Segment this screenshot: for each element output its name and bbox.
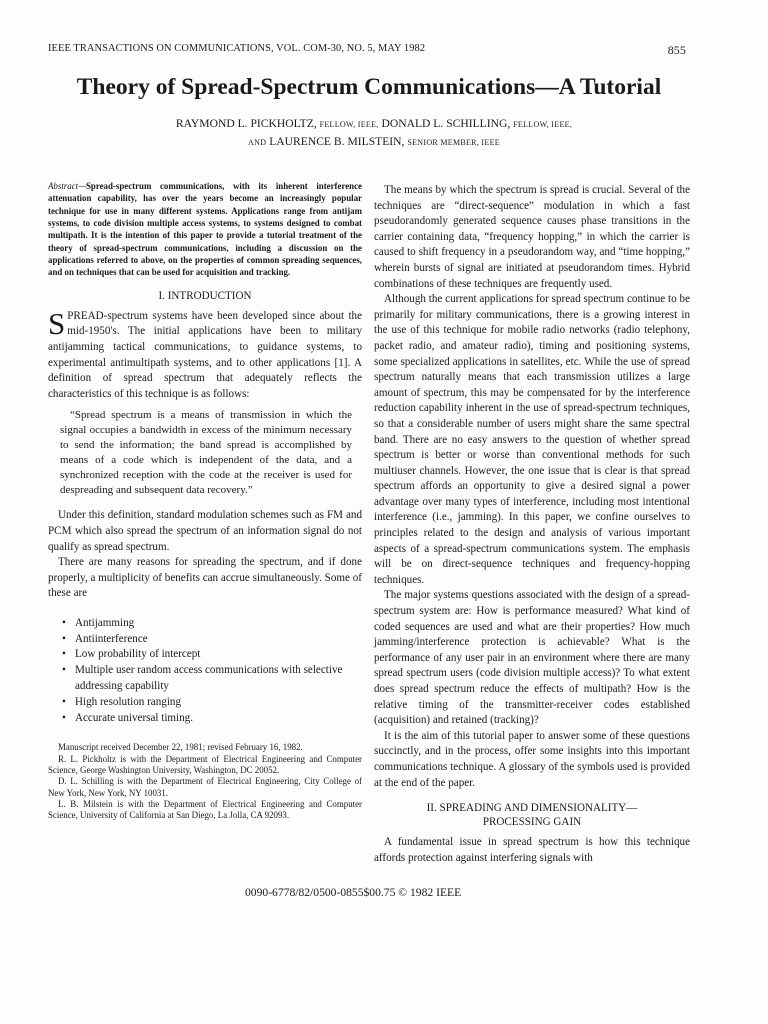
list-item: • Multiple user random access communications with selective addressing capability <box>64 663 362 695</box>
list-item: • Accurate universal timing. <box>64 711 362 727</box>
author-grade: FELLOW, IEEE, <box>319 120 379 129</box>
running-header <box>48 43 686 58</box>
copyright-line: 0090-6778/82/0500-0855$00.75 © 1982 IEEE <box>245 886 462 899</box>
footnote-manuscript: Manuscript received December 22, 1981; revised February 16, 1982. <box>58 742 303 753</box>
intro-paragraph-2: Under this definition, standard modulation schemes such as FM and PCM which also spread the spectrum of an information signal do not qualify as spread spectrum. <box>48 509 362 553</box>
footnotes <box>48 742 362 821</box>
section-heading-line: PROCESSING GAIN <box>482 816 582 829</box>
intro-paragraph-1-text: PREAD-spectrum systems have been developed since about the mid-1950's. The initial applications have been to military antijamming tactical communications, to guidance systems, to experimental antimultipath systems, and to other applications [1]. A definition of spread spectrum that adequately reflects the characteristics of this technique is as follows: <box>48 309 362 400</box>
author-line-2 <box>60 133 688 151</box>
abstract-text: Spread-spectrum communications, with its inherent interference attenuation capability, has over the years become an increasingly popular technique for use in many different systems. Applications range from antijam systems, to code division multiple access systems, to systems designed to combat multipath. It is the intention of this paper to provide a tutorial treatment of the theory of spread-spectrum communications, including a discussion on the applications referred to above, on the properties of common spreading sequences, and on techniques that can be used for acquisition and tracking. <box>48 181 362 278</box>
intro-paragraph-3: There are many reasons for spreading the spectrum, and if done properly, a multiplicity of benefits can accrue simultaneously. Some of these are <box>48 556 362 600</box>
section-heading-introduction: I. INTRODUCTION <box>158 289 252 302</box>
body-paragraph: It is the aim of this tutorial paper to answer some of these questions succinctly, and in the process, offer some insights into this important communications technique. A glossary of the symbols used is provided at the end of the paper. <box>374 729 690 789</box>
footnote-affiliation: D. L. Schilling is with the Department of Electrical Engineering, City College of New York, New York, NY 10031. <box>48 776 362 798</box>
author-grade: FELLOW, IEEE, <box>513 120 573 129</box>
journal-citation: IEEE TRANSACTIONS ON COMMUNICATIONS, VOL. COM-30, NO. 5, MAY 1982 <box>48 43 426 54</box>
definition-quote: “Spread spectrum is a means of transmission in which the signal occupies a bandwidth in excess of the minimum necessary to send the information; the band spread is accomplished by means of a code which is independent of the data, and a synchronized reception with the code at the receiver is used for despreading and subsequent data recovery.” <box>60 409 352 497</box>
body-paragraph: A fundamental issue in spread spectrum is how this technique affords protection against interfering signals with <box>374 836 690 864</box>
author-block <box>60 115 688 151</box>
paper-title: Theory of Spread-Spectrum Communications—A Tutorial <box>76 74 662 100</box>
abstract <box>48 180 362 279</box>
author-line-1 <box>60 115 688 133</box>
page-number: 855 <box>667 43 686 57</box>
author-name: LAURENCE B. MILSTEIN, <box>269 135 405 148</box>
benefits-list <box>48 616 362 727</box>
list-item: • High resolution ranging <box>64 695 362 711</box>
section-heading-line: II. SPREADING AND DIMENSIONALITY— <box>426 802 638 815</box>
drop-cap: S <box>48 305 66 341</box>
section-heading-spreading <box>374 801 690 829</box>
author-name: RAYMOND L. PICKHOLTZ, <box>175 117 317 130</box>
footnote-affiliation: L. B. Milstein is with the Department of Electrical Engineering and Computer Science, University of California at San Diego, La Jolla, CA 92093. <box>48 798 362 821</box>
list-item: • Antiinterference <box>64 632 362 648</box>
left-column <box>48 180 362 822</box>
author-name: DONALD L. SCHILLING, <box>381 117 511 130</box>
right-column <box>374 183 690 866</box>
list-item: • Antijamming <box>64 616 362 632</box>
body-paragraph: Although the current applications for spread spectrum continue to be primarily for military communications, there is a growing interest in the use of this technique for mobile radio networks (radio telephony, packet radio, and amateur radio), timing and positioning systems, some specialized applications in satellites, etc. While the use of spread spectrum naturally means that each transmission utilizes a large amount of spectrum, this may be compensated for by the interference reduction capability inherent in the use of spread-spectrum techniques, so that a considerable number of users might share the same spectral band. There are no easy answers to the question of whether spread spectrum is better or worse than conventional methods for such multiuser channels. However, the one issue that is clear is that spread spectrum affords an opportunity to give a desired signal a power advantage over many types of interference, including most intentional interference (i.e., jamming). In this paper, we confine ourselves to principles related to the design and analysis of various important aspects of a spread-spectrum communications system. The emphasis will be on direct-sequence techniques and frequency-hopping techniques. <box>374 293 690 586</box>
footnote-affiliation: R. L. Pickholtz is with the Department of Electrical Engineering and Computer Science, George Washington University, Washington, DC 20052. <box>48 753 362 776</box>
body-paragraph: The means by which the spectrum is spread is crucial. Several of the techniques are “direct-sequence” modulation in which a fast pseudorandomly generated sequence causes phase transitions in the carrier containing data, “frequency hopping,” in which the carrier is caused to shift frequency in a pseudorandom way, and “time hopping,” wherein bursts of signal are initiated at pseudorandom times. Hybrid combinations of these techniques are frequently used. <box>374 184 690 290</box>
author-conjunction: AND <box>248 138 267 147</box>
abstract-label: Abstract— <box>48 181 86 191</box>
list-item: • Low probability of intercept <box>64 647 362 663</box>
author-grade: SENIOR MEMBER, IEEE <box>407 138 500 147</box>
body-paragraph: The major systems questions associated with the design of a spread-spectrum system are: How is performance measured? What kind of coded sequences are used and what are their properties? How much jamming/interference protection is achievable? What is the performance of any user pair in an environment where there are many spread spectrum users (code division multiple access)? To what extent does spread spectrum reduce the effects of multipath? How is the relative timing of the transmitter-receiver codes established (acquisition) and retained (tracking)? <box>374 589 690 727</box>
intro-paragraph-1 <box>48 305 362 403</box>
